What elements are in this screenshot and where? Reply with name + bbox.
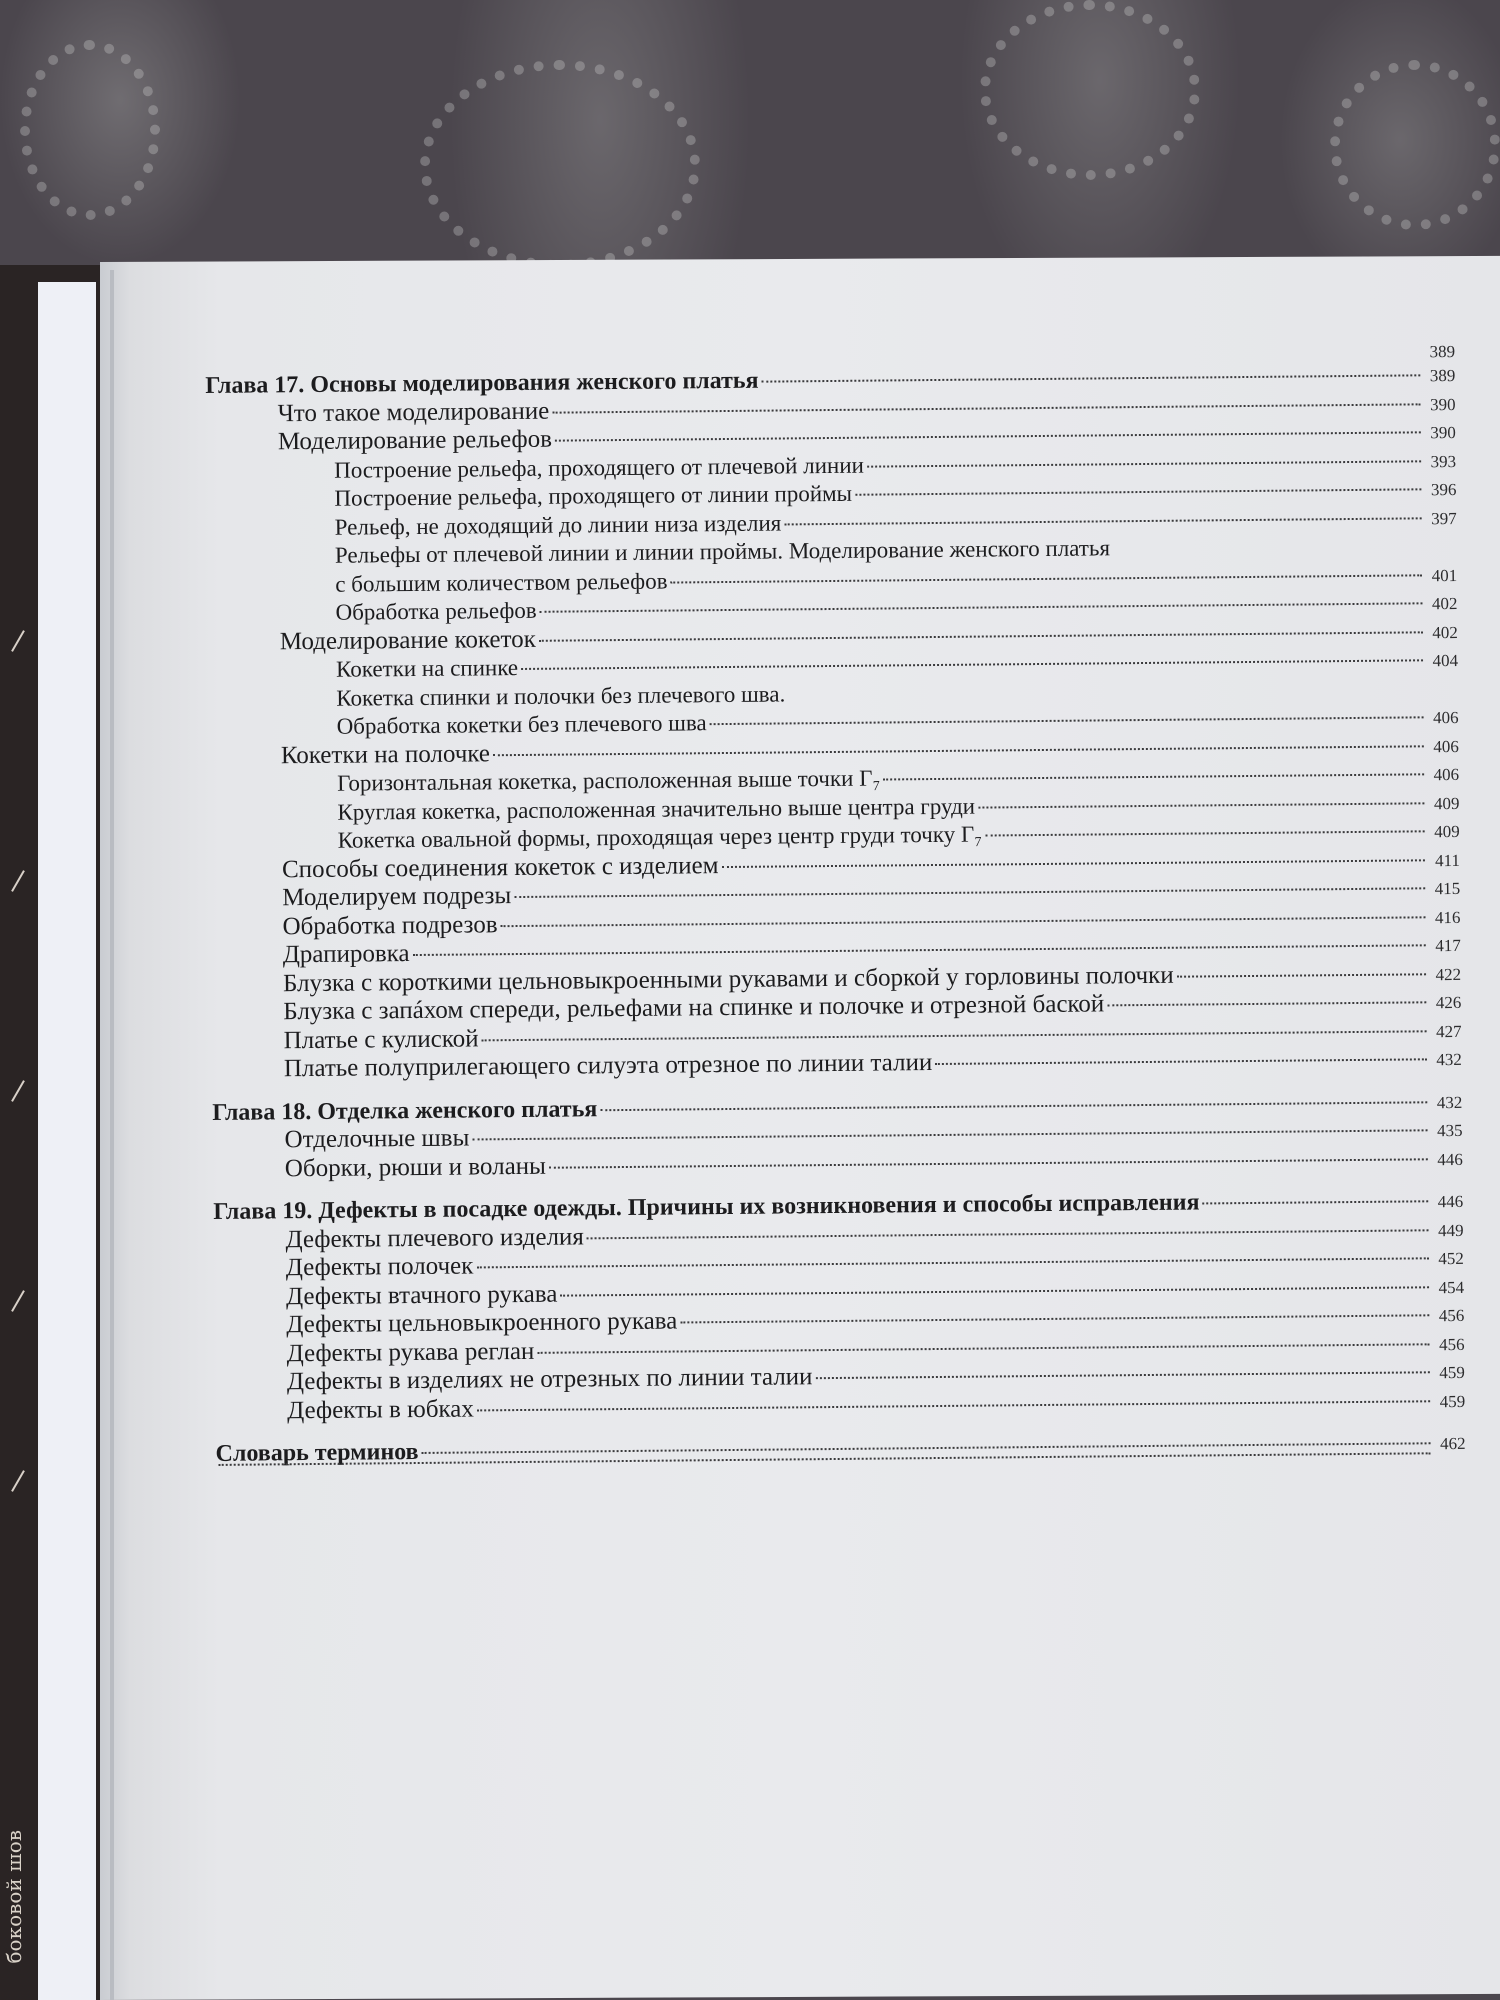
toc-page-number: 406	[1433, 736, 1459, 756]
toc-page-number: 462	[1439, 1433, 1466, 1454]
toc-title: Словарь терминов	[215, 1439, 419, 1467]
toc-dot-leader	[422, 1442, 1431, 1454]
toc-page-number: 446	[1437, 1149, 1463, 1169]
toc-dot-leader	[670, 574, 1422, 583]
toc-page-number: 409	[1433, 793, 1460, 813]
toc-title: Дефекты втачного рукава	[285, 1280, 558, 1310]
toc-dot-leader	[867, 460, 1421, 467]
toc-page-number: 459	[1439, 1391, 1466, 1411]
toc-page-number: 415	[1434, 878, 1461, 899]
toc-page-number: 389	[1429, 342, 1456, 362]
toc-title: Блузка с короткими цельновыкроенными рукавами и сборкой у горловины полочки	[282, 961, 1174, 997]
toc-page-number: 401	[1431, 565, 1458, 585]
toc-title: Способы соединения кокеток с изделием	[281, 851, 719, 883]
toc-dot-leader	[552, 403, 1420, 413]
toc-title: Дефекты в юбках	[287, 1394, 474, 1424]
toc-dot-leader	[1202, 1200, 1428, 1204]
toc-page-number: 416	[1434, 907, 1461, 927]
toc-dot-leader	[514, 887, 1425, 898]
toc-dot-leader	[600, 1101, 1427, 1111]
toc-page-number: 396	[1430, 479, 1457, 500]
toc-dot-leader	[815, 1371, 1429, 1379]
page-gutter	[110, 270, 114, 2000]
toc-dot-leader	[560, 1286, 1429, 1296]
toc-page-number: 456	[1438, 1305, 1465, 1326]
toc-title: Дефекты цельновыкроенного рукава	[286, 1307, 678, 1339]
toc-page-number: 389	[1429, 365, 1456, 386]
toc-title: Обработка рельефов	[335, 597, 537, 625]
toc-dot-leader	[549, 1158, 1428, 1168]
toc-page-number: 404	[1432, 650, 1459, 671]
toc-title: Обработка кокетки без плечевого шва	[336, 710, 707, 739]
toc-title: Глава 19. Дефекты в посадке одежды. Причины их возникновения и способы исправления	[213, 1189, 1200, 1225]
toc-title: Моделируем подрезы	[282, 882, 512, 912]
toc-page-number: 406	[1432, 707, 1459, 728]
toc-page-number: 426	[1435, 992, 1462, 1013]
cover-spine-text: боковой шов	[2, 1830, 26, 1964]
toc-page-number: 446	[1437, 1191, 1464, 1212]
toc-title: Круглая кокетка, расположенная значительно выше центра груди	[337, 793, 976, 825]
toc-page-number: 402	[1432, 622, 1458, 642]
table-of-contents	[205, 338, 1466, 1497]
toc-page-number: 454	[1438, 1277, 1465, 1297]
toc-page-number: 449	[1437, 1220, 1464, 1240]
toc-page-number: 456	[1439, 1334, 1465, 1354]
toc-page-number: 393	[1430, 451, 1457, 471]
toc-title: с большим количеством рельефов	[335, 568, 668, 597]
toc-page-number: 452	[1438, 1248, 1464, 1269]
toc-page-number: 432	[1436, 1092, 1463, 1112]
toc-dot-leader	[762, 374, 1421, 382]
toc-title: Дефекты в изделиях не отрезных по линии талии	[286, 1363, 813, 1396]
toc-title: Кокетка спинки и полочки без плечевого шва.	[336, 680, 786, 711]
toc-page-number: 432	[1436, 1049, 1462, 1070]
toc-dot-leader	[1177, 973, 1426, 977]
fabric-pattern	[20, 40, 160, 220]
toc-title: Горизонтальная кокетка, расположенная выше точки Г₇	[337, 765, 881, 796]
toc-dot-leader	[477, 1400, 1430, 1411]
toc-page-number: 397	[1431, 508, 1457, 528]
toc-page-number: 406	[1433, 764, 1460, 785]
toc-dot-leader	[680, 1314, 1429, 1323]
toc-dot-leader	[540, 602, 1423, 612]
toc-title: Отделочные швы	[284, 1124, 470, 1154]
toc-title: Построение рельефа, проходящего от линии проймы	[334, 480, 853, 511]
toc-title: Блузка с запáхом спереди, рельефами на спинке и полочке и отрезной баской	[283, 990, 1105, 1026]
toc-title: Рельефы от плечевой линии и линии проймы. Моделирование женского платья	[334, 535, 1111, 568]
toc-title: Дефекты плечевого изделия	[285, 1222, 584, 1253]
toc-title: Дефекты полочек	[285, 1252, 474, 1282]
toc-title: Глава 18. Отделка женского платья	[212, 1095, 598, 1126]
toc-title: Обработка подрезов	[282, 910, 498, 940]
toc-page-number: 422	[1435, 964, 1462, 984]
toc-dot-leader	[935, 1058, 1427, 1065]
toc-page-number: 390	[1430, 422, 1456, 443]
toc-dot-leader	[482, 1030, 1427, 1041]
toc-title: Дефекты рукава реглан	[286, 1337, 535, 1367]
fabric-pattern	[980, 0, 1200, 180]
toc-title: Что такое моделирование	[277, 397, 550, 427]
toc-dot-leader	[472, 1129, 1427, 1140]
toc-title: Платье полуприлегающего силуэта отрезное по линии талии	[283, 1049, 933, 1083]
toc-dot-leader	[501, 916, 1426, 927]
fabric-pattern	[420, 60, 700, 270]
toc-page-number: 459	[1439, 1362, 1465, 1383]
toc-title: Кокетка овальной формы, проходящая через центр груди точку Г₇	[337, 821, 983, 853]
toc-dot-leader	[784, 517, 1421, 525]
toc-dot-leader	[855, 488, 1421, 495]
toc-dot-leader	[476, 1257, 1428, 1268]
toc-page-number: 427	[1436, 1021, 1462, 1041]
toc-dot-leader	[521, 659, 1423, 670]
toc-dot-leader	[555, 431, 1421, 441]
toc-page-number: 390	[1429, 394, 1456, 414]
toc-title: Построение рельефа, проходящего от плечевой линии	[334, 452, 865, 483]
fabric-pattern	[1330, 60, 1500, 230]
toc-dot-leader	[710, 716, 1424, 725]
toc-page-number: 409	[1434, 821, 1460, 842]
toc-dot-leader	[539, 631, 1423, 641]
toc-dot-leader	[721, 859, 1424, 868]
toc-title: Моделирование рельефов	[277, 425, 553, 456]
toc-page-number: 411	[1434, 850, 1461, 870]
page-stack-edge	[38, 282, 96, 2000]
toc-page-number: 435	[1436, 1120, 1463, 1141]
toc-title: Драпировка	[282, 940, 410, 969]
toc-page-number: 402	[1431, 593, 1458, 614]
toc-dot-leader	[883, 773, 1424, 780]
toc-dot-leader	[537, 1343, 1429, 1354]
toc-dot-leader	[493, 745, 1424, 756]
toc-page-number: 417	[1435, 935, 1461, 956]
toc-dot-leader	[978, 802, 1424, 808]
toc-dot-leader	[1107, 1001, 1426, 1006]
toc-title: Платье с кулиской	[283, 1024, 479, 1054]
toc-title: Оборки, рюши и воланы	[284, 1152, 547, 1182]
toc-dot-leader	[413, 944, 1426, 956]
toc-dot-leader	[587, 1229, 1429, 1239]
toc-title: Моделирование кокеток	[279, 625, 536, 655]
toc-title: Рельеф, не доходящий до линии низа изделия	[334, 509, 782, 540]
toc-title: Глава 17. Основы моделирования женского платья	[205, 367, 759, 399]
toc-dot-leader	[985, 830, 1424, 836]
toc-title: Кокетки на полочке	[280, 739, 491, 769]
toc-title: Кокетки на спинке	[335, 655, 519, 682]
